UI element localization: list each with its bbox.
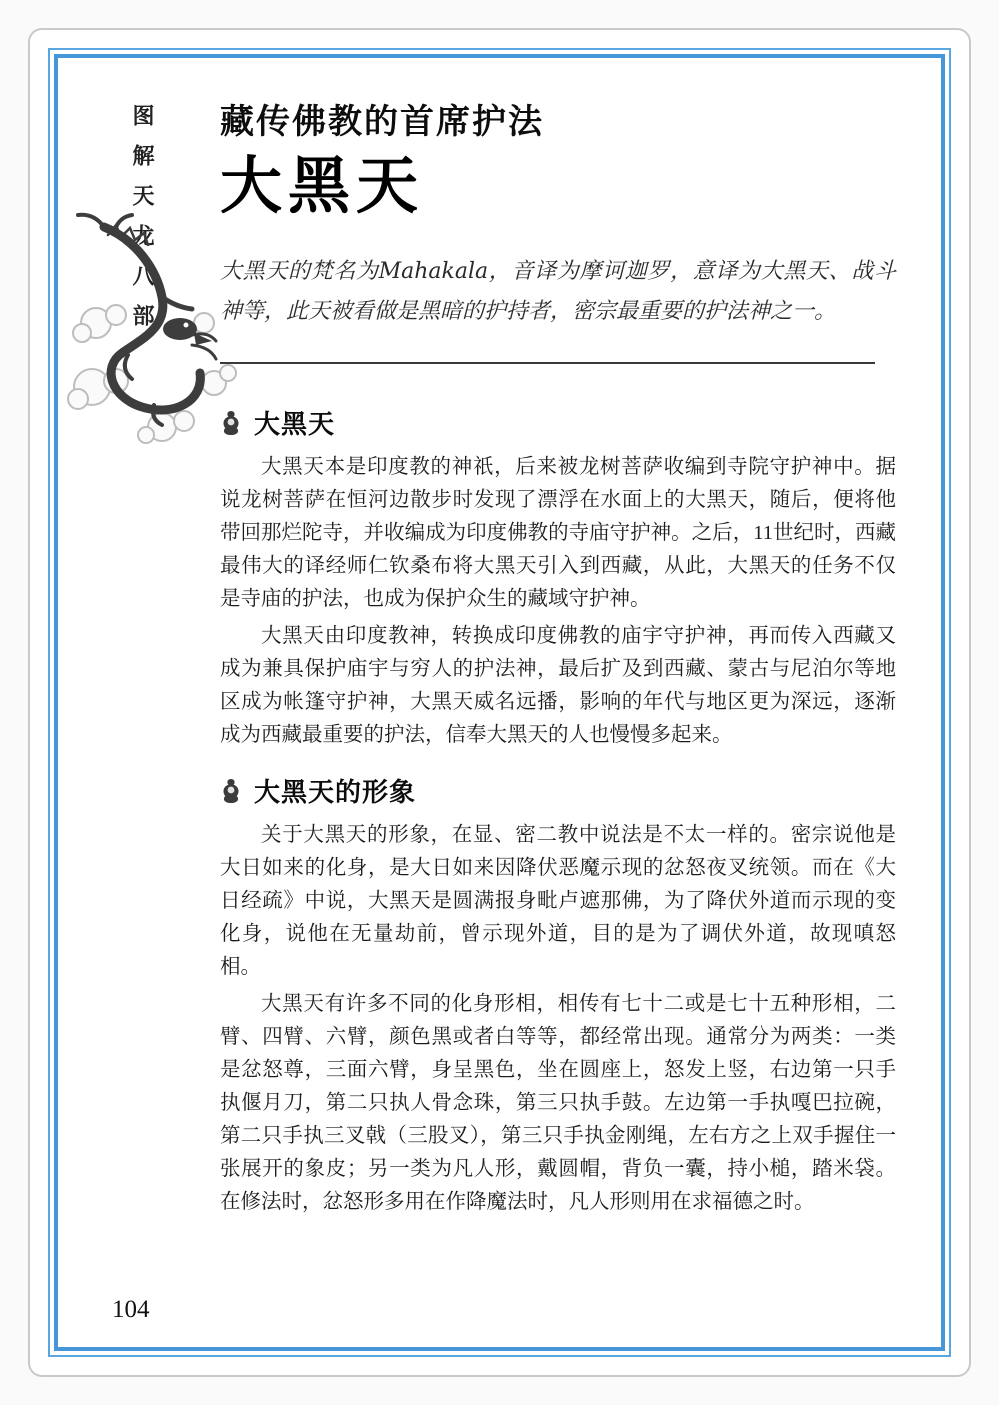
chapter-subtitle: 藏传佛教的首席护法 bbox=[220, 104, 544, 141]
section-divider bbox=[220, 362, 875, 364]
main-content bbox=[220, 104, 896, 1221]
body-paragraph: 大黑天本是印度教的神祇，后来被龙树菩萨收编到寺院守护神中。据说龙树菩萨在恒河边散步时发现了漂浮在水面上的大黑天，随后，便将他带回那烂陀寺，并收编成为印度佛教的寺庙守护神。之后，11世纪时，西藏最伟大的译经师仁钦桑布将大黑天引入到西藏，从此，大黑天的任务不仅是寺庙的护法，也成为保护众生的藏域守护神。 bbox=[220, 456, 896, 610]
section-heading-1 bbox=[220, 404, 896, 441]
page-card bbox=[28, 28, 971, 1377]
cloud-puff bbox=[73, 305, 126, 342]
body-paragraph: 大黑天有许多不同的化身形相，相传有七十二或是七十五种形相，二臂、四臂、六臂，颜色黑或者白等等，都经常出现。通常分为两类：一类是忿怒尊，三面六臂，身呈黑色，坐在圆座上，怒发上竖，右边第一只手执偃月刀，第二只执人骨念珠，第三只执手鼓。左边第一手执嘎巴拉碗，第二只手执三叉戟（三股叉），第三只手执金刚绳，左右方之上双手握住一张展开的象皮；另一类为凡人形，戴圆帽，背负一囊，持小槌，踏米袋。在修法时，忿怒形多用在作降魔法时，凡人形则用在求福德之时。 bbox=[220, 993, 896, 1213]
intro-paragraph: 大黑天的梵名为Mahakala，音译为摩诃迦罗，意译为大黑天、战斗神等，此天被看做是黑暗的护持者，密宗最重要的护法神之一。 bbox=[220, 259, 896, 324]
body-paragraph: 关于大黑天的形象，在显、密二教中说法是不太一样的。密宗说他是大日如来的化身，是大日如来因降伏恶魔示现的忿怒夜叉统领。而在《大日经疏》中说，大黑天是圆满报身毗卢遮那佛，为了降伏外道而示现的变化身，说他在无量劫前，曾示现外道，目的是为了调伏外道，故现嗔怒相。 bbox=[220, 824, 896, 978]
page-title: 大黑天 bbox=[220, 153, 425, 221]
buddha-seal-icon bbox=[220, 778, 242, 804]
section-title: 大黑天的形象 bbox=[254, 777, 417, 807]
cloud-puff bbox=[138, 411, 194, 443]
buddha-seal-icon bbox=[220, 410, 242, 436]
ink-dragon-illustration bbox=[58, 205, 240, 453]
body-paragraph: 大黑天由印度教神，转换成印度佛教的庙宇守护神，再而传入西藏又成为兼具保护庙宇与穷人的护法神，最后扩及到西藏、蒙古与尼泊尔等地区成为帐篷守护神，大黑天威名远播，影响的年代与地区更为深远，逐渐成为西藏最重要的护法，信奉大黑天的人也慢慢多起来。 bbox=[220, 625, 896, 746]
section-title: 大黑天 bbox=[254, 409, 336, 439]
page-number: 104 bbox=[112, 1296, 150, 1323]
section-heading-2 bbox=[220, 772, 896, 809]
book-title-vertical: 图解天龙八部 bbox=[130, 104, 155, 344]
